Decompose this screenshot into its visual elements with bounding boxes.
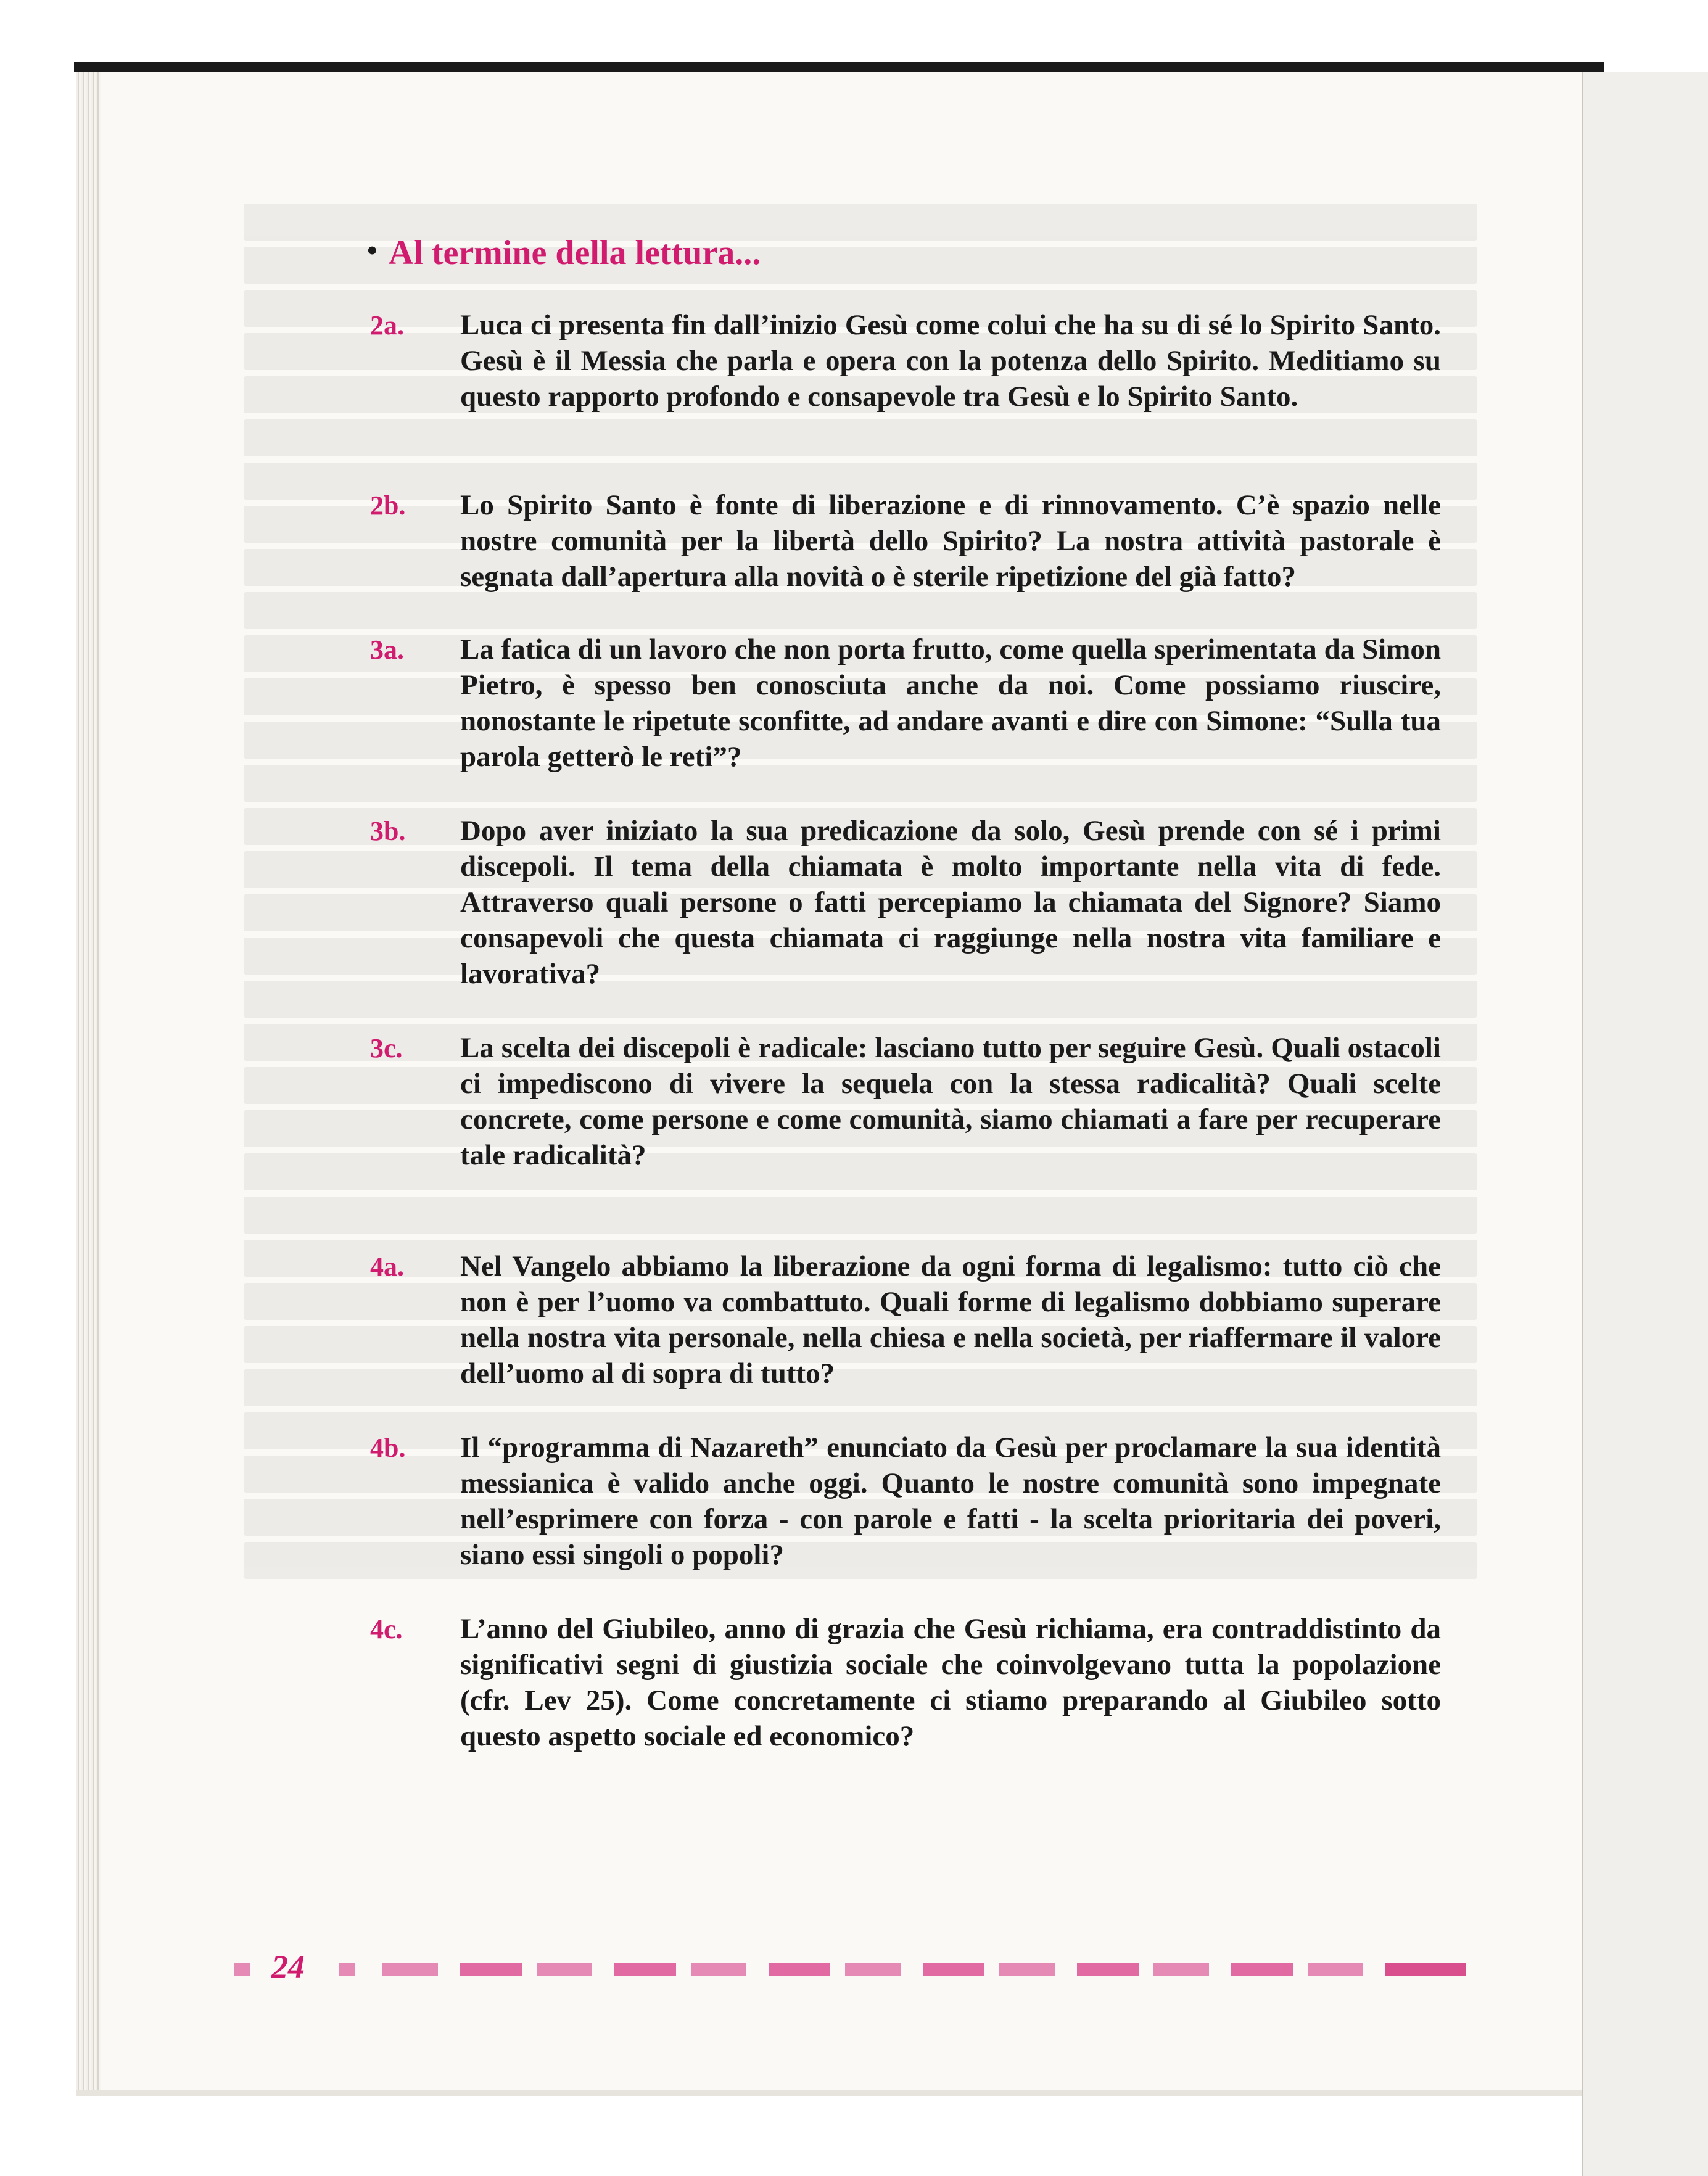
decorative-dash xyxy=(691,1963,746,1976)
question-text: Lo Spirito Santo è fonte di liberazione e di rinnovamento. C’è spazio nelle nostre comunità per la libertà dello Spirito? La nostra attività pastorale è segnata dall’apertura alla novità o è sterile ripetizione del già fatto? xyxy=(460,489,1441,593)
decorative-dash xyxy=(845,1963,901,1976)
decorative-dash xyxy=(1385,1963,1466,1976)
question-label: 4a. xyxy=(370,1251,404,1282)
facing-page xyxy=(1582,72,1708,2176)
question-text: La fatica di un lavoro che non porta frutto, come quella sperimentata da Simon Pietro, è spesso ben conosciuta anche da noi. Come possiamo riuscire, nonostante le ripetute sconfitte, ad andare avanti e dire con Simone: “Sulla tua parola getterò le reti”? xyxy=(460,633,1441,773)
page-top-edge xyxy=(74,62,1604,72)
question-text: Dopo aver iniziato la sua predicazione da solo, Gesù prende con sé i primi discepoli. Il tema della chiamata è molto importante nella vita di fede. Attraverso quali persone o fatti percepiamo la chiamata del Signore? Siamo consapevoli che questa chiamata ci raggiunge nella nostra vita familiare e lavorativa? xyxy=(460,815,1441,990)
question-text: L’anno del Giubileo, anno di grazia che Gesù richiama, era contraddistinto da significativi segni di giustizia sociale che coinvolgevano tutta la popolazione (cfr. Lev 25). Come concretamente ci stiamo preparando al Giubileo sotto questo aspetto sociale ed economico? xyxy=(460,1613,1441,1752)
page-stack-edge xyxy=(76,72,101,2090)
decorative-dash xyxy=(339,1963,355,1976)
question-label: 2a. xyxy=(370,310,404,340)
section-heading xyxy=(367,233,761,273)
bullet-icon: • xyxy=(367,234,377,267)
decorative-dash xyxy=(234,1963,250,1976)
question-label: 4c. xyxy=(370,1614,403,1644)
question-label: 3c. xyxy=(370,1033,403,1063)
decorative-dash xyxy=(1308,1963,1363,1976)
decorative-dash xyxy=(1077,1963,1139,1976)
decorative-dash xyxy=(1153,1963,1209,1976)
decorative-dash xyxy=(999,1963,1055,1976)
question-label: 2b. xyxy=(370,490,406,521)
decorative-dash xyxy=(537,1963,592,1976)
decorative-dash xyxy=(614,1963,676,1976)
question-text: Luca ci presenta fin dall’inizio Gesù come colui che ha su di sé lo Spirito Santo. Gesù è il Messia che parla e opera con la potenza dello Spirito. Meditiamo su questo rapporto profondo e consapevole tra Gesù e lo Spirito Santo. xyxy=(460,309,1441,413)
page-number: 24 xyxy=(271,1948,305,1985)
decorative-dash xyxy=(923,1963,984,1976)
decorative-dash xyxy=(769,1963,830,1976)
question-label: 3b. xyxy=(370,816,406,846)
decorative-dash xyxy=(1231,1963,1293,1976)
question-text: Il “programma di Nazareth” enunciato da Gesù per proclamare la sua identità messianica è valido anche oggi. Quanto le nostre comunità sono impegnate nell’esprimere con forza - con parole e fatti - la scelta prioritaria dei poveri, siano essi singoli o popoli? xyxy=(460,1432,1441,1571)
decorative-dash xyxy=(460,1963,522,1976)
question-label: 4b. xyxy=(370,1433,406,1463)
page-bottom-edge xyxy=(76,2090,1582,2096)
question-label: 3a. xyxy=(370,635,404,665)
decorative-dash xyxy=(382,1963,438,1976)
section-heading-text: Al termine della lettura... xyxy=(388,234,761,272)
question-text: Nel Vangelo abbiamo la liberazione da ogni forma di legalismo: tutto ciò che non è per l’uomo va combattuto. Quali forme di legalismo dobbiamo superare nella nostra vita personale, nella chiesa e nella società, per riaffermare il valore dell’uomo al di sopra di tutto? xyxy=(460,1250,1441,1390)
question-text: La scelta dei discepoli è radicale: lasciano tutto per seguire Gesù. Quali ostacoli ci impediscono di vivere la sequela con la stessa radicalità? Quali scelte concrete, come persone e come comunità, siamo chiamati a fare per recuperare tale radicalità? xyxy=(460,1032,1441,1171)
